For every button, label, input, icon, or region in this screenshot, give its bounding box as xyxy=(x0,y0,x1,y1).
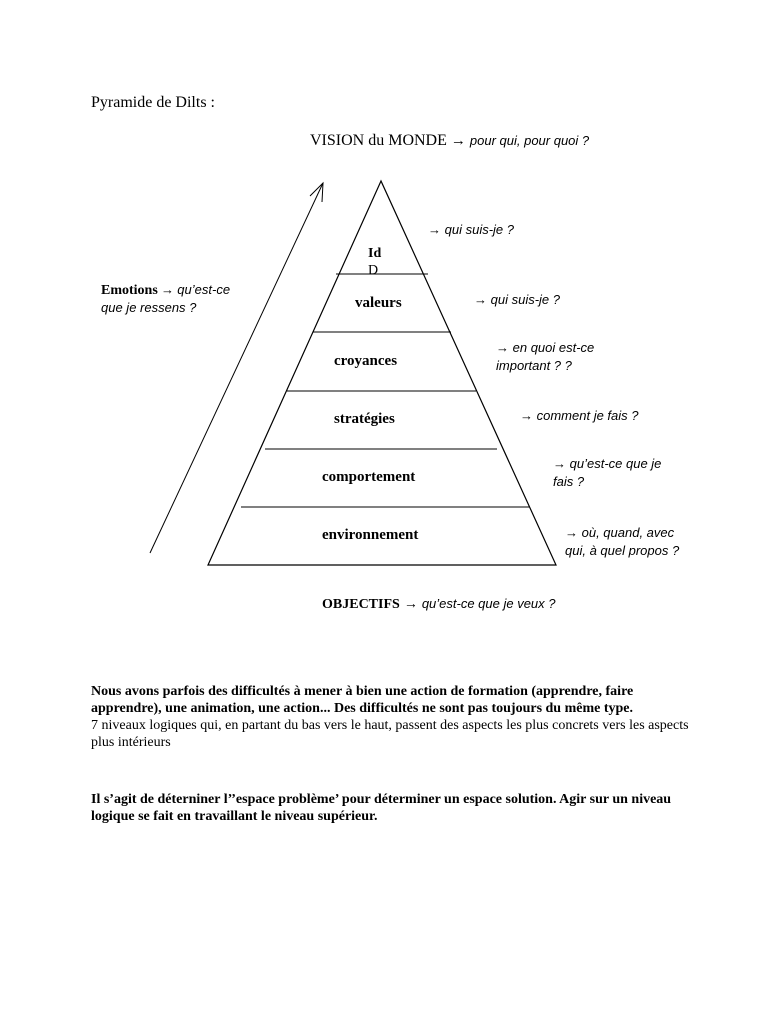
paragraph-1 xyxy=(91,683,691,751)
emotions-arrow-head xyxy=(310,183,323,202)
arrow-icon: → xyxy=(565,525,578,540)
page-title: Pyramide de Dilts : xyxy=(91,94,215,111)
question-strategies: → comment je fais ? xyxy=(520,408,639,423)
level-identite-line2: D xyxy=(368,263,379,278)
arrow-icon: → xyxy=(474,292,487,307)
arrow-icon: → xyxy=(403,595,418,611)
question-comportement: → qu’est-ce que je fais ? xyxy=(553,456,662,489)
paragraph-2 xyxy=(91,791,691,825)
vision-question: pour qui, pour quoi ? xyxy=(469,133,590,148)
paragraph-1-regular: 7 niveaux logiques qui, en partant du bas vers le haut, passent des aspects les plus concrets vers les aspects plus intérieurs xyxy=(91,718,689,750)
paragraph-1-bold: Nous avons parfois des difficultés à mener à bien une action de formation (apprendre, faire apprendre), une animation, une action... Des difficultés ne sont pas toujours du même type. xyxy=(91,684,634,716)
arrow-icon: → xyxy=(520,408,533,423)
question-environnement: → où, quand, avec qui, à quel propos ? xyxy=(565,525,680,558)
objectifs-label xyxy=(322,594,556,614)
objectifs-title: OBJECTIFS xyxy=(322,597,400,612)
arrow-icon: → xyxy=(496,340,509,355)
emotions-question-line2: que je ressens ? xyxy=(101,300,197,315)
level-environnement: environnement xyxy=(322,527,419,543)
emotions-question-line1: qu’est-ce xyxy=(177,282,231,297)
arrow-icon: → xyxy=(553,456,566,471)
emotions-title: Emotions xyxy=(101,283,158,298)
question-identite: → qui suis-je ? xyxy=(428,222,514,237)
level-identite-line1: Id xyxy=(368,246,382,261)
vision-title: VISION du MONDE xyxy=(310,132,447,149)
arrow-icon: → xyxy=(450,132,466,149)
emotions-label xyxy=(101,281,230,316)
question-valeurs: → qui suis-je ? xyxy=(474,292,560,307)
question-croyances: → en quoi est-ce important ? ? xyxy=(496,340,595,373)
level-croyances: croyances xyxy=(334,353,398,369)
arrow-icon: → xyxy=(428,222,441,237)
level-strategies: stratégies xyxy=(334,411,395,427)
level-valeurs: valeurs xyxy=(355,295,402,311)
level-comportement: comportement xyxy=(322,469,416,485)
objectifs-question: qu’est-ce que je veux ? xyxy=(421,596,556,611)
paragraph-2-bold: Il s’agit de déterniner l’’espace problème’ pour déterminer un espace solution. Agir sur un niveau logique se fait en travaillant le niveau supérieur. xyxy=(91,792,672,824)
arrow-icon: → xyxy=(161,282,175,297)
